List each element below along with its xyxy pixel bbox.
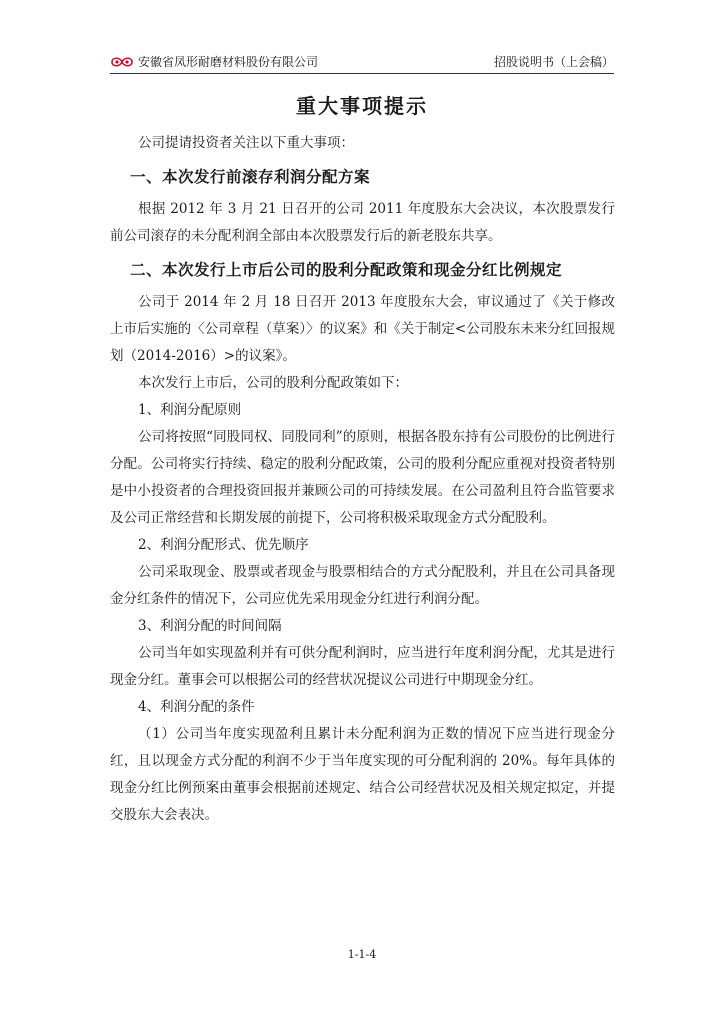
page-title: 重大事项提示	[296, 94, 428, 118]
section2-paragraph-2: 本次发行上市后，公司的股利分配政策如下：	[138, 375, 408, 391]
item1-title: 1、利润分配原则	[138, 402, 242, 418]
item3-text: 公司当年如实现盈利并有可供分配利润时，应当进行年度利润分配，尤其是进行现金分红。董事会可以根据公司的经营状况提议公司进行中期现金分红。	[110, 645, 615, 688]
item4-title: 4、利润分配的条件	[138, 699, 255, 715]
item2-text: 公司采取现金、股票或者现金与股票相结合的方式分配股利，并且在公司具备现金分红条件的情况下，公司应优先采用现金分红进行利润分配。	[110, 564, 615, 607]
page-number: 1-1-4	[347, 948, 377, 961]
item2-title: 2、利润分配形式、优先顺序	[138, 537, 309, 553]
page-header	[110, 46, 614, 74]
company-name: 安徽省凤形耐磨材料股份有限公司	[138, 55, 319, 69]
section2-paragraph-1: 公司于 2014 年 2 月 18 日召开 2013 年度股东大会，审议通过了《关于修改上市后实施的〈公司章程（草案）〉的议案》和《关于制定<公司股东未来分红回报规划（2014-2016）>的议案》。	[110, 294, 615, 364]
section1-heading: 一、本次发行前滚存利润分配方案	[130, 168, 371, 186]
item3-title: 3、利润分配的时间间隔	[138, 618, 282, 634]
company-logo-icon	[110, 55, 134, 69]
item4-text: （1）公司当年度实现盈利且累计未分配利润为正数的情况下应当进行现金分红，且以现金方式分配的利润不少于当年度实现的可分配利润的 20%。每年具体的现金分红比例预案由董事会根据前述规定、结合公司经营状况及相关规定拟定，并提交股东大会表决。	[110, 726, 615, 823]
section2-heading: 二、本次发行上市后公司的股利分配政策和现金分红比例规定	[130, 261, 563, 279]
section1-paragraph: 根据 2012 年 3 月 21 日召开的公司 2011 年度股东大会决议，本次股票发行前公司滚存的未分配利润全部由本次股票发行后的新老股东共享。	[110, 201, 615, 244]
header-left	[110, 53, 318, 70]
item1-text: 公司将按照“同股同权、同股同利”的原则，根据各股东持有公司股份的比例进行分配。公司将实行持续、稳定的股利分配政策，公司的股利分配应重视对投资者特别是中小投资者的合理投资回报并兼顾公司的可持续发展。在公司盈利且符合监管要求及公司正常经营和长期发展的前提下，公司将积极采取现金方式分配股利。	[110, 429, 615, 526]
document-type: 招股说明书（上会稿）	[493, 55, 614, 69]
document-body	[110, 130, 615, 829]
intro-paragraph: 公司提请投资者关注以下重大事项：	[138, 135, 354, 151]
